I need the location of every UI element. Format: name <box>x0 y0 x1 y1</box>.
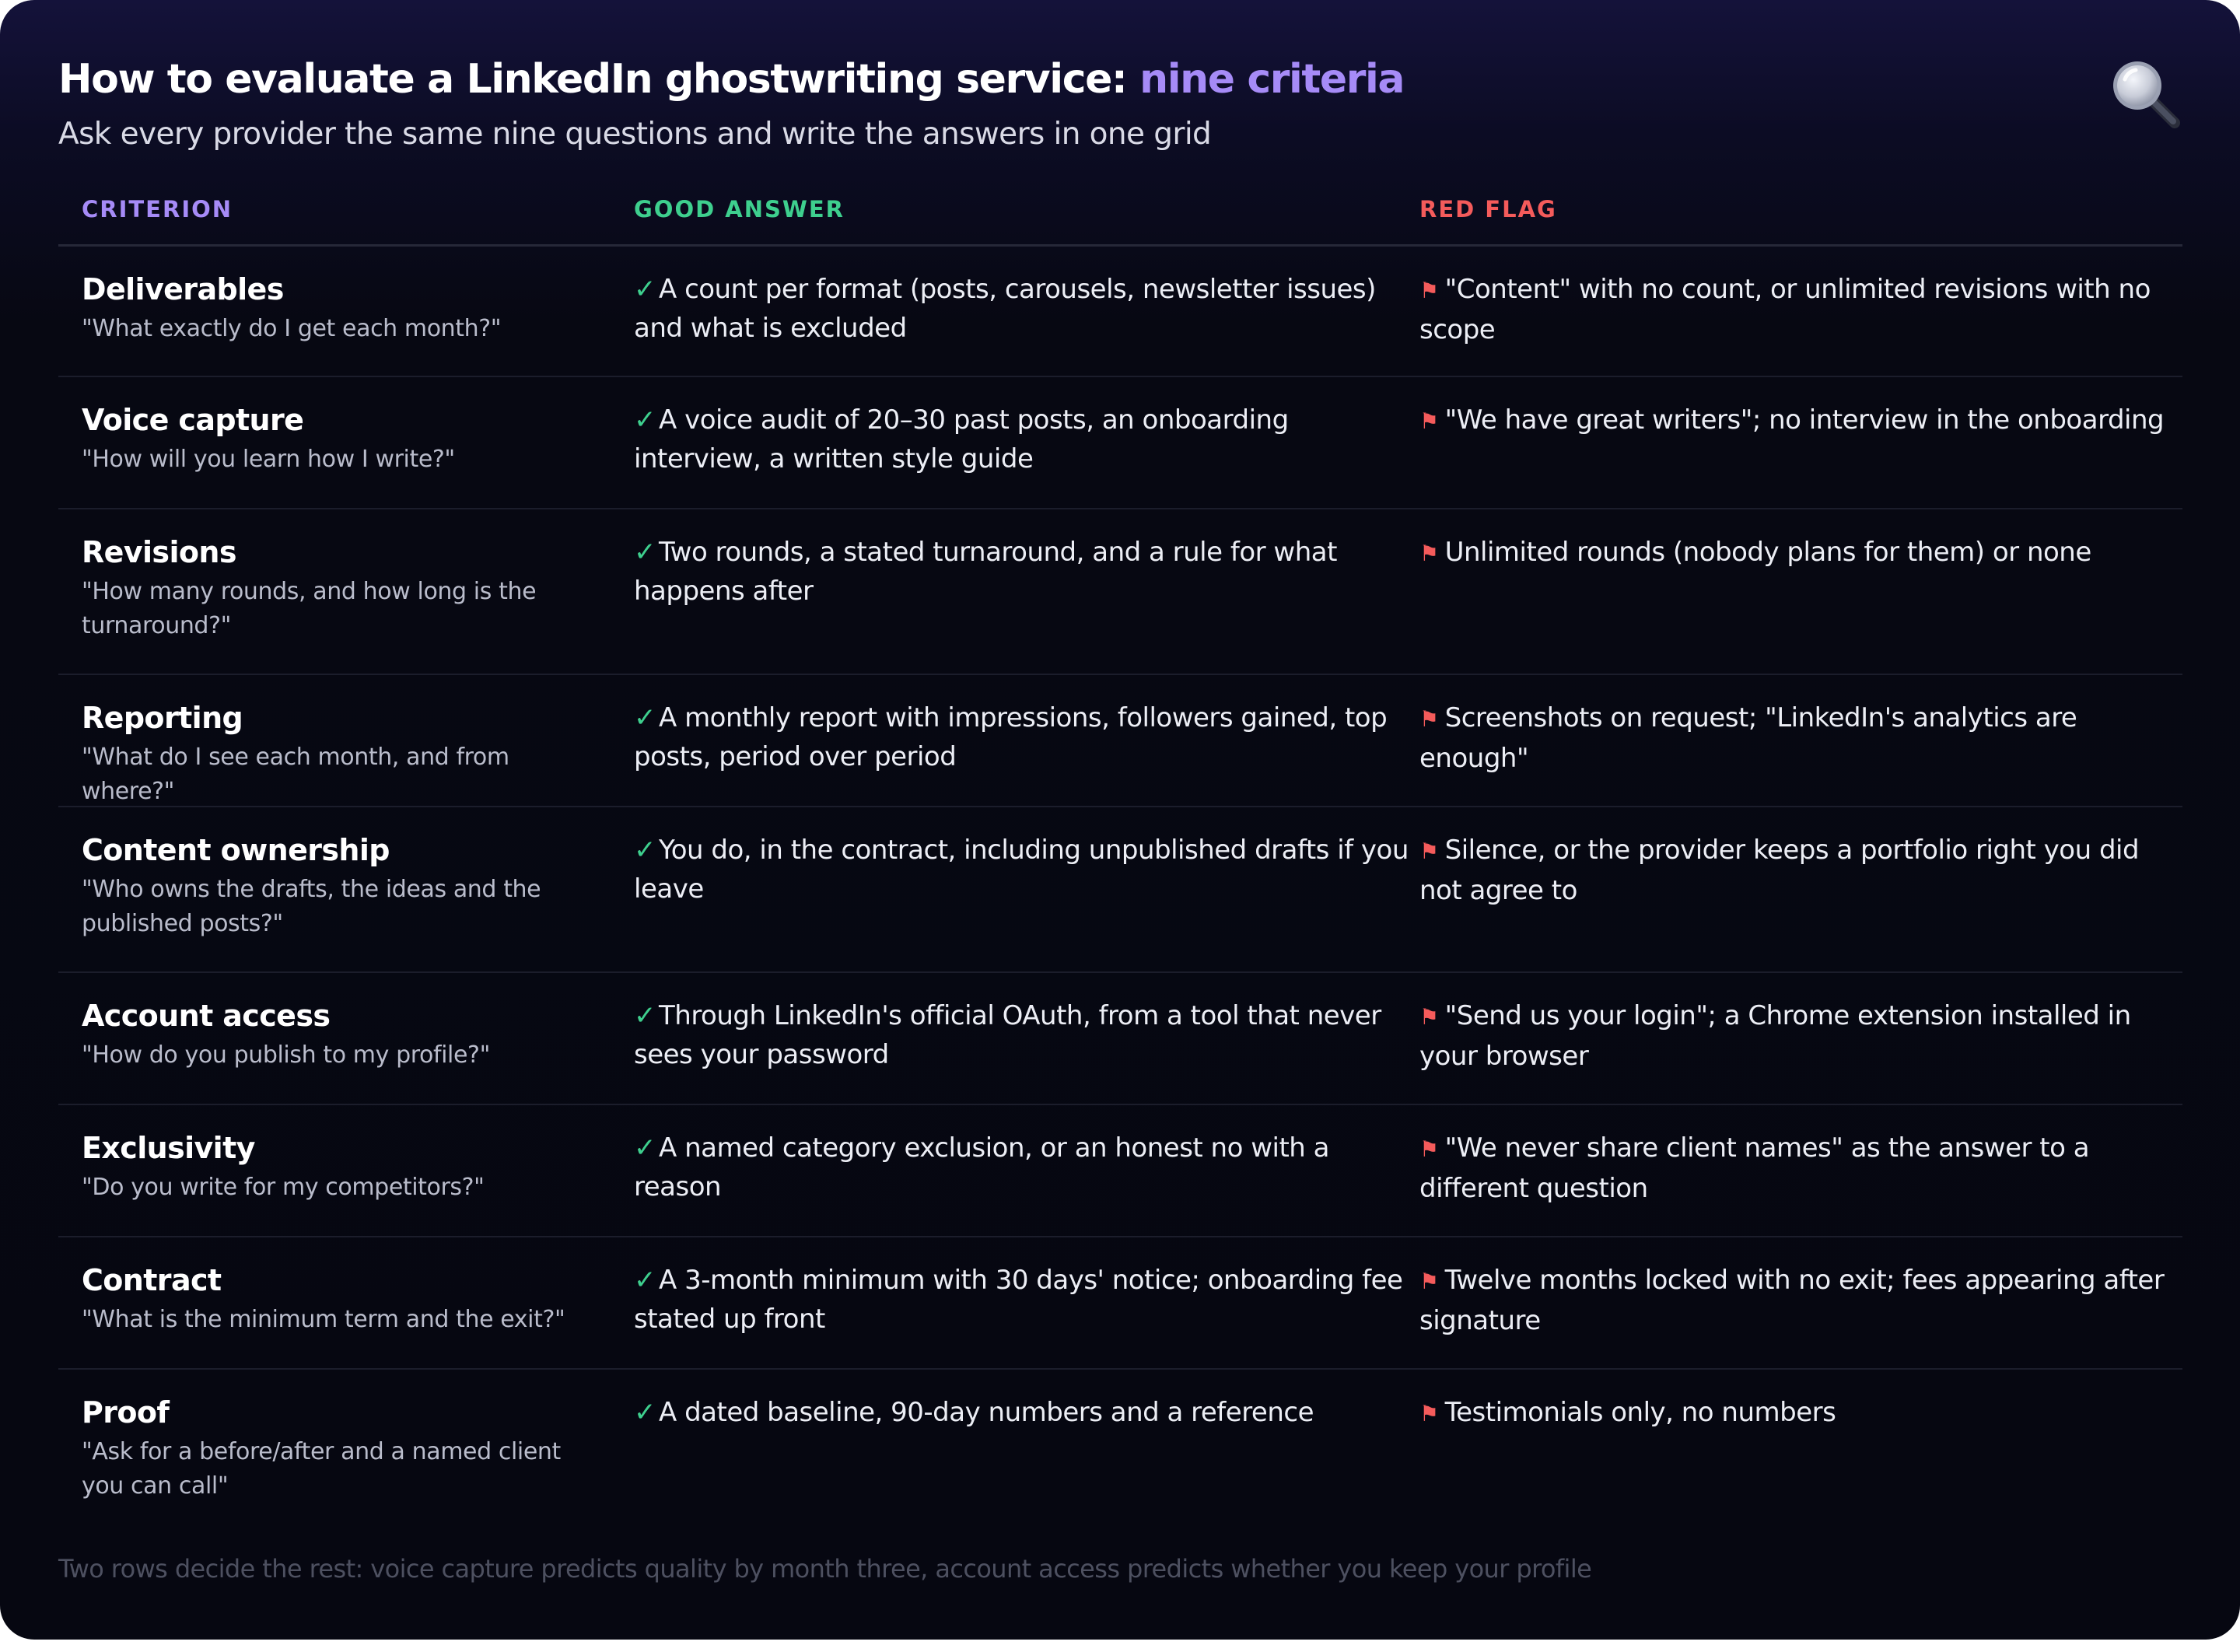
good-answer-cell <box>634 1129 1412 1206</box>
check-icon: ✓ <box>634 1265 656 1296</box>
red-flag-text: Twelve months locked with no exit; fees appearing after signature <box>1419 1265 2165 1336</box>
flag-icon: ⚑ <box>1419 1004 1439 1030</box>
red-flag-cell <box>1419 1393 2170 1433</box>
check-icon: ✓ <box>634 702 656 733</box>
table-row <box>58 675 2182 807</box>
column-header-good-answer: GOOD ANSWER <box>634 196 845 222</box>
good-answer-text: A monthly report with impressions, followers gained, top posts, period over period <box>634 702 1388 772</box>
good-answer-cell <box>634 1261 1412 1339</box>
criterion-name: Voice capture <box>82 403 304 437</box>
red-flag-text: "We have great writers"; no interview in the onboarding <box>1444 404 2165 436</box>
check-icon: ✓ <box>634 404 656 436</box>
criterion-name: Revisions <box>82 535 236 569</box>
table-row <box>58 1105 2182 1237</box>
red-flag-cell <box>1419 698 2170 778</box>
flag-icon: ⚑ <box>1419 838 1439 864</box>
criterion-question: "Do you write for my competitors?" <box>82 1174 485 1201</box>
good-answer-cell <box>634 831 1412 908</box>
red-flag-cell <box>1419 270 2170 349</box>
red-flag-text: Unlimited rounds (nobody plans for them) or none <box>1444 537 2091 568</box>
red-flag-text: "Send us your login"; a Chrome extension installed in your browser <box>1419 1000 2131 1072</box>
flag-icon: ⚑ <box>1419 706 1439 732</box>
red-flag-text: Testimonials only, no numbers <box>1444 1397 1836 1428</box>
title-main: How to evaluate a LinkedIn ghostwriting service: <box>58 56 1140 103</box>
magnifying-glass-icon <box>2108 56 2182 131</box>
good-answer-text: You do, in the contract, including unpublished drafts if you leave <box>634 835 1409 905</box>
criterion-name: Account access <box>82 999 331 1033</box>
flag-icon: ⚑ <box>1419 541 1439 566</box>
criteria-table <box>58 188 2182 1534</box>
check-icon: ✓ <box>634 1132 656 1164</box>
criterion-question: "Ask for a before/after and a named client you can call" <box>82 1438 561 1500</box>
good-answer-cell <box>634 270 1412 348</box>
good-answer-cell <box>634 1393 1412 1432</box>
good-answer-text: A voice audit of 20–30 past posts, an onboarding interview, a written style guide <box>634 404 1289 474</box>
good-answer-cell <box>634 996 1412 1074</box>
red-flag-text: "Content" with no count, or unlimited revisions with no scope <box>1419 274 2151 345</box>
red-flag-cell <box>1419 831 2170 910</box>
good-answer-text: A dated baseline, 90-day numbers and a reference <box>659 1397 1314 1428</box>
flag-icon: ⚑ <box>1419 278 1439 303</box>
criterion-question: "How will you learn how I write?" <box>82 446 455 473</box>
table-row <box>58 509 2182 675</box>
table-row <box>58 973 2182 1105</box>
criterion-name: Exclusivity <box>82 1131 255 1165</box>
red-flag-cell <box>1419 1261 2170 1340</box>
column-header-criterion: CRITERION <box>82 196 233 222</box>
criterion-question: "What do I see each month, and from where?" <box>82 744 509 805</box>
criterion-cell <box>82 270 595 346</box>
title-accent: nine criteria <box>1139 56 1405 103</box>
good-answer-cell <box>634 401 1412 478</box>
table-row <box>58 247 2182 377</box>
criterion-cell <box>82 698 595 809</box>
column-header-red-flag: RED FLAG <box>1419 196 1557 222</box>
good-answer-text: Two rounds, a stated turnaround, and a rule for what happens after <box>634 537 1337 607</box>
red-flag-text: Silence, or the provider keeps a portfolio right you did not agree to <box>1419 835 2140 906</box>
table-row <box>58 1370 2182 1534</box>
page-title <box>58 56 1404 103</box>
footer-note: Two rows decide the rest: voice capture predicts quality by month three, account access predicts whether you keep your profile <box>58 1554 1592 1584</box>
criterion-question: "How do you publish to my profile?" <box>82 1041 490 1069</box>
criterion-cell <box>82 401 595 477</box>
flag-icon: ⚑ <box>1419 408 1439 434</box>
flag-icon: ⚑ <box>1419 1269 1439 1294</box>
good-answer-text: A named category exclusion, or an honest no with a reason <box>634 1132 1329 1202</box>
table-row <box>58 807 2182 973</box>
criterion-cell <box>82 831 595 941</box>
good-answer-text: A 3-month minimum with 30 days' notice; onboarding fee stated up front <box>634 1265 1403 1335</box>
criterion-cell <box>82 996 595 1073</box>
good-answer-cell <box>634 533 1412 611</box>
check-icon: ✓ <box>634 537 656 568</box>
table-row <box>58 1237 2182 1370</box>
check-icon: ✓ <box>634 274 656 305</box>
criterion-name: Proof <box>82 1395 170 1430</box>
criterion-question: "How many rounds, and how long is the turnaround?" <box>82 578 537 639</box>
red-flag-cell <box>1419 533 2170 573</box>
good-answer-text: A count per format (posts, carousels, newsletter issues) and what is excluded <box>634 274 1376 344</box>
criterion-question: "Who owns the drafts, the ideas and the published posts?" <box>82 876 541 937</box>
check-icon: ✓ <box>634 1397 656 1428</box>
good-answer-text: Through LinkedIn's official OAuth, from a tool that never sees your password <box>634 1000 1381 1070</box>
good-answer-cell <box>634 698 1412 776</box>
criterion-name: Deliverables <box>82 272 284 306</box>
criterion-cell <box>82 1129 595 1205</box>
table-row <box>58 377 2182 509</box>
red-flag-text: Screenshots on request; "LinkedIn's analytics are enough" <box>1419 702 2077 774</box>
check-icon: ✓ <box>634 835 656 866</box>
red-flag-cell <box>1419 401 2170 441</box>
red-flag-text: "We never share client names" as the answer to a different question <box>1419 1132 2090 1204</box>
flag-icon: ⚑ <box>1419 1401 1439 1426</box>
check-icon: ✓ <box>634 1000 656 1031</box>
criterion-cell <box>82 1393 595 1503</box>
criterion-name: Content ownership <box>82 833 390 867</box>
flag-icon: ⚑ <box>1419 1136 1439 1162</box>
table-header <box>58 188 2182 247</box>
criterion-cell <box>82 533 595 643</box>
criterion-question: "What exactly do I get each month?" <box>82 315 502 342</box>
page-subtitle: Ask every provider the same nine questions and write the answers in one grid <box>58 117 1212 152</box>
red-flag-cell <box>1419 1129 2170 1208</box>
criterion-name: Reporting <box>82 701 243 735</box>
criterion-name: Contract <box>82 1263 222 1297</box>
red-flag-cell <box>1419 996 2170 1076</box>
criterion-cell <box>82 1261 595 1337</box>
criterion-question: "What is the minimum term and the exit?" <box>82 1306 565 1333</box>
